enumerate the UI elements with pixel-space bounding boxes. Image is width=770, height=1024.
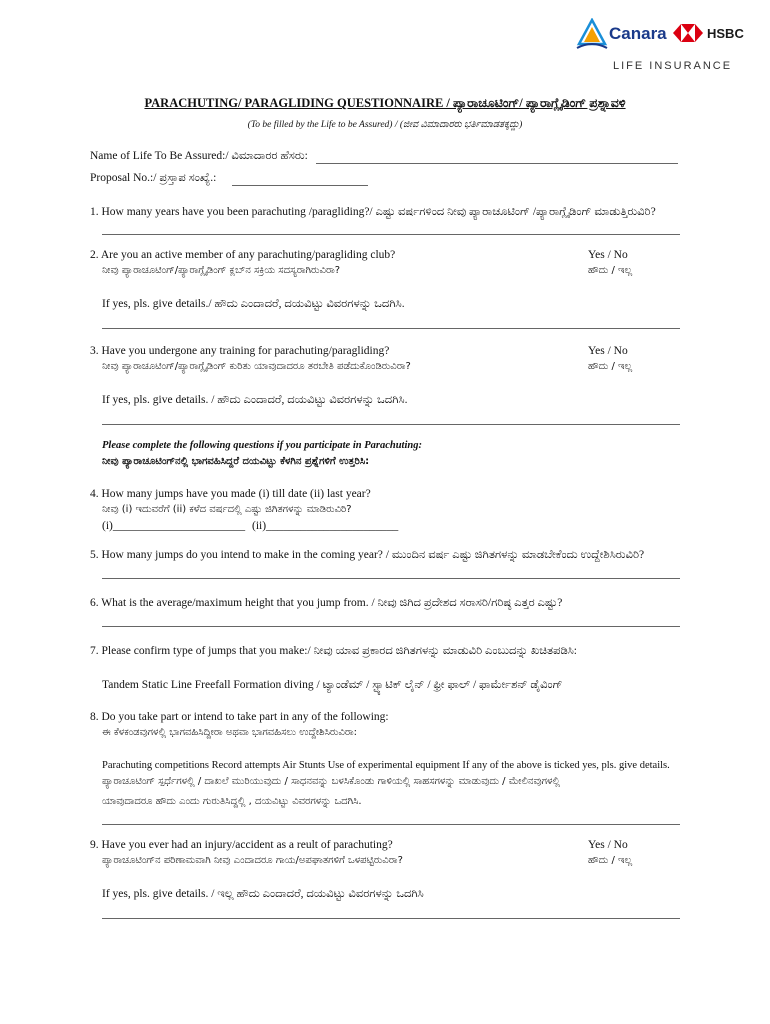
q3-yes-no-kn: ಹೌದು / ಇಲ್ಲ: [588, 361, 633, 372]
question-7: 7. Please confirm type of jumps that you make:/ ನೀವು ಯಾವ ಪ್ರಕಾರದ ಜಿಗಿತಗಳನ್ನು ಮಾಡುವಿರಿ ಎಂಬುದನ್ನು ಖಚಿತಪಡಿಸಿ:: [90, 645, 577, 657]
answer-line-1[interactable]: [102, 234, 680, 235]
q7-jump-types: Tandem Static Line Freefall Formation diving / ಟ್ಯಾಂಡೆಮ್ / ಸ್ಟ್ಯಾಟಿಕ್ ಲೈನ್ / ಫ್ರೀ ಫಾಲ್ / ಫಾರ್ಮೇಶನ್ ಡೈವಿಂಗ್: [102, 679, 563, 691]
proposal-label: Proposal No.:/ ಪ್ರಸ್ತಾಪ ಸಂಖ್ಯೆ.:: [90, 172, 217, 184]
answer-line-6[interactable]: [102, 626, 680, 627]
q2-details-line[interactable]: [102, 328, 680, 329]
q3-details-label: If yes, pls. give details. / ಹೌದು ಎಂದಾದರೆ, ದಯವಿಟ್ಟು ವಿವರಗಳನ್ನು ಒದಗಿಸಿ.: [102, 394, 408, 406]
q4-blank-ii[interactable]: (ii)_______________________: [252, 520, 399, 532]
q2-yes-no-kn: ಹೌದು / ಇಲ್ಲ: [588, 265, 633, 276]
answer-line-5[interactable]: [102, 578, 680, 579]
q8-options-kn-2: ಯಾವುದಾದರೂ ಹೌದು ಎಂದು ಗುರುತಿಸಿದ್ದಲ್ಲಿ , ದಯವಿಟ್ಟು ವಿವರಗಳನ್ನು ಒದಗಿಸಿ.: [102, 796, 362, 807]
q3-details-line[interactable]: [102, 424, 680, 425]
question-3-en: 3. Have you undergone any training for parachuting/paragliding?: [90, 345, 390, 357]
question-9-kn: ಪ್ಯಾರಾಚೂಟಿಂಗ್‌ನ ಪರಿಣಾಮವಾಗಿ ನೀವು ಎಂದಾದರೂ ಗಾಯ/ಅಪಘಾತಗಳಿಗೆ ಒಳಪಟ್ಟಿರುವಿರಾ?: [102, 855, 403, 866]
name-label: Name of Life To Be Assured:/ ವಿಮಾದಾರರ ಹೆಸರು:: [90, 150, 308, 162]
question-5: 5. How many jumps do you intend to make in the coming year? / ಮುಂದಿನ ವರ್ಷ ಎಷ್ಟು ಜಿಗಿತಗಳನ್ನು ಮಾಡಬೇಕೆಂದು ಉದ್ದೇಶಿಸಿರುವಿರಿ?: [90, 549, 645, 561]
q9-yes-no-kn: ಹೌದು / ಇಲ್ಲ: [588, 855, 633, 866]
q9-yes-no[interactable]: Yes / No: [588, 839, 628, 851]
q9-details-line[interactable]: [102, 918, 680, 919]
page-title: PARACHUTING/ PARAGLIDING QUESTIONNAIRE / ಪ್ಯಾರಾಚೂಟಿಂಗ್/ ಪ್ಯಾರಾಗ್ಲೈಡಿಂಗ್ ಪ್ರಶ್ನಾವಳಿ: [144, 96, 626, 110]
question-3-kn: ನೀವು ಪ್ಯಾರಾಚೂಟಿಂಗ್/ಪ್ಯಾರಾಗ್ಲೈಡಿಂಗ್ ಕುರಿತು ಯಾವುದಾದರೂ ತರಬೇತಿ ಪಡೆದುಕೊಂಡಿರುವಿರಾ?: [102, 361, 411, 372]
section-note-en: Please complete the following questions if you participate in Parachuting:: [102, 440, 422, 451]
name-field[interactable]: [316, 163, 678, 164]
question-9-en: 9. Have you ever had an injury/accident as a reult of parachuting?: [90, 839, 393, 851]
question-4-en: 4. How many jumps have you made (i) till date (ii) last year?: [90, 488, 371, 500]
canara-logo-icon: [575, 18, 609, 52]
q8-options-kn-1: ಪ್ಯಾರಾಚೂಟಿಂಗ್ ಸ್ಪರ್ಧೆಗಳಲ್ಲಿ / ದಾಖಲೆ ಮುರಿಯುವುದು / ಸಾಧನವನ್ನು ಬಳಸಿಕೊಂಡು ಗಾಳಿಯಲ್ಲಿ ಸಾಹಸಗಳನ್ನು ಮಾಡುವುದು / ಮೇಲಿನವುಗಳಲ್ಲಿ: [102, 776, 560, 787]
company-logo: [575, 18, 750, 78]
question-8-en: 8. Do you take part or intend to take part in any of the following:: [90, 711, 389, 723]
q2-details-label: If yes, pls. give details./ ಹೌದು ಎಂದಾದರೆ, ದಯವಿಟ್ಟು ವಿವರಗಳನ್ನು ಒದಗಿಸಿ.: [102, 298, 405, 310]
question-4-kn: ನೀವು (i) ಇದುವರೆಗೆ (ii) ಕಳೆದ ವರ್ಷದಲ್ಲಿ ಎಷ್ಟು ಜಿಗಿತಗಳನ್ನು ಮಾಡಿರುವಿರಿ?: [102, 504, 352, 515]
partner-name: HSBC: [707, 26, 744, 41]
q8-options-en: Parachuting competitions Record attempts Air Stunts Use of experimental equipment If any of the above is ticked yes, pls. give details.: [102, 760, 670, 771]
question-6: 6. What is the average/maximum height that you jump from. / ನೀವು ಜಿಗಿದ ಪ್ರದೇಶದ ಸರಾಸರಿ/ಗರಿಷ್ಠ ಎತ್ತರ ಎಷ್ಟು?: [90, 597, 563, 609]
q3-yes-no[interactable]: Yes / No: [588, 345, 628, 357]
brand-tagline: LIFE INSURANCE: [613, 60, 733, 72]
question-1: 1. How many years have you been parachuting /paragliding?/ ಎಷ್ಟು ವರ್ಷಗಳಿಂದ ನೀವು ಪ್ಯಾರಾಚೂಟಿಂಗ್ /ಪ್ಯಾರಾಗ್ಲೈಡಿಂಗ್ ಮಾಡುತ್ತಿರುವಿರಿ?: [90, 206, 656, 218]
q8-details-line[interactable]: [102, 824, 680, 825]
q4-blank-i[interactable]: (i)_______________________: [102, 520, 246, 532]
page-subtitle: (To be filled by the Life to be Assured) / (ಜೀವ ವಿಮಾದಾರರು ಭರ್ತಿಮಾಡತಕ್ಕದ್ದು): [247, 120, 523, 130]
q9-details-label: If yes, pls. give details. / ಇಲ್ಲ ಹೌದು ಎಂದಾದರೆ, ದಯವಿಟ್ಟು ವಿವರಗಳನ್ನು ಒದಗಿಸಿ: [102, 888, 424, 900]
brand-name: Canara: [609, 24, 667, 43]
hsbc-hexagon-icon: [673, 24, 703, 42]
q2-yes-no[interactable]: Yes / No: [588, 249, 628, 261]
question-2-en: 2. Are you an active member of any parachuting/paragliding club?: [90, 249, 396, 261]
question-8-kn: ಈ ಕೆಳಕಂಡವುಗಳಲ್ಲಿ ಭಾಗವಹಿಸಿದ್ದೀರಾ ಅಥವಾ ಭಾಗವಹಿಸಲು ಉದ್ದೇಶಿಸಿರುವಿರಾ:: [102, 727, 358, 738]
question-2-kn: ನೀವು ಪ್ಯಾರಾಚೂಟಿಂಗ್/ಪ್ಯಾರಾಗ್ಲೈಡಿಂಗ್ ಕ್ಲಬ್‌ನ ಸಕ್ರಿಯ ಸದಸ್ಯರಾಗಿರುವಿರಾ?: [102, 265, 341, 276]
proposal-field[interactable]: [232, 185, 368, 186]
section-note-kn: ನೀವು ಪ್ಯಾರಾಚೂಟಿಂಗ್‌ನಲ್ಲಿ ಭಾಗವಹಿಸಿದ್ದರೆ ದಯವಿಟ್ಟು ಕೆಳಗಿನ ಪ್ರಶ್ನೆಗಳಿಗೆ ಉತ್ತರಿಸಿ:: [102, 456, 370, 467]
